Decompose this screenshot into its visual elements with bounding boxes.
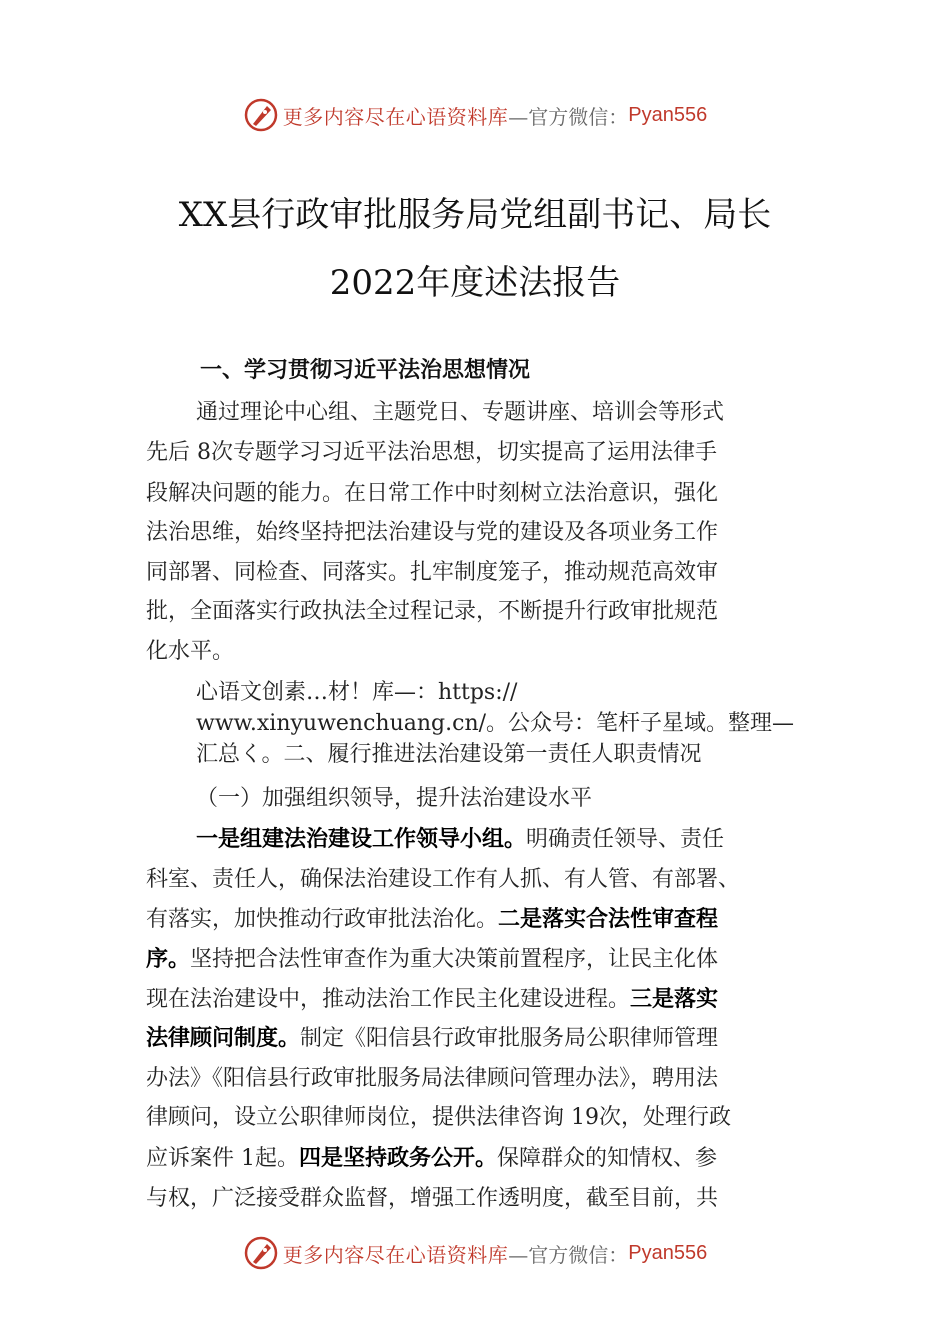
text-span: 现在法治建设中，推动法治工作民主化建设进程。 — [146, 987, 631, 1012]
banner-text: 更多内容尽在心语资料库 — [282, 1242, 509, 1267]
watermark-line: 汇总く。二、履行推进法治建设第一责任人职责情况 — [196, 742, 702, 767]
section1-line: 通过理论中心组、主题党日、专题讲座、培训会等形式 — [196, 400, 725, 425]
text-span: 制定《阳信县行政审批服务局公职律师管理 — [300, 1026, 719, 1051]
banner-text: 更多内容尽在心语资料库 — [282, 104, 509, 129]
section2-line — [146, 1021, 718, 1052]
section1-line: 同部署、同检查、同落实。扎牢制度笼子，推动规范高效审 — [146, 560, 719, 585]
section2-line: 科室、责任人，确保法治建设工作有人抓、有人管、有部署、 — [146, 867, 741, 892]
section1-line: 批，全面落实行政执法全过程记录，不断提升行政审批规范 — [146, 599, 719, 624]
text-span: 保障群众的知情权、参 — [497, 1146, 718, 1171]
section2-line — [146, 942, 718, 973]
bold-phrase: 三是落实 — [630, 987, 719, 1012]
banner-wechat-id: Pyan556 — [628, 1241, 708, 1264]
banner-separator: —官方微信： — [508, 104, 629, 129]
text-span: 明确责任领导、责任 — [526, 827, 725, 852]
header-banner — [0, 95, 950, 135]
document-title-line2: 2022年度述法报告 — [329, 263, 621, 303]
section2-line — [196, 822, 724, 853]
section2-line: 律顾问，设立公职律师岗位，提供法律咨询 19次，处理行政 — [146, 1105, 731, 1130]
watermark-line: www.xinyuwenchuang.cn/。公众号：笔杆子星域。整理— — [196, 711, 795, 736]
watermark-line: 心语文创素…材！库—：https:// — [196, 680, 518, 705]
bold-phrase: 法律顾问制度。 — [146, 1026, 301, 1051]
section2-line: 与权，广泛接受群众监督，增强工作透明度，截至目前，共 — [146, 1186, 719, 1211]
section1-line: 段解决问题的能力。在日常工作中时刻树立法治意识，强化 — [146, 481, 719, 506]
section1-line: 化水平。 — [146, 639, 235, 664]
bold-phrase: 二是落实合法性审查程 — [498, 907, 719, 932]
section2-line — [146, 982, 718, 1013]
pen-nib-logo-icon — [243, 1235, 279, 1271]
section2-subheading: （一）加强组织领导，提升法治建设水平 — [196, 786, 593, 811]
text-span: 有落实，加快推动行政审批法治化。 — [146, 907, 499, 932]
section2-line: 办法》《阳信县行政审批服务局法律顾问管理办法》，聘用法 — [146, 1066, 719, 1091]
footer-banner — [0, 1233, 950, 1273]
pen-nib-logo-icon — [243, 97, 279, 133]
bold-phrase: 序。 — [146, 947, 191, 972]
text-span: 坚持把合法性审查作为重大决策前置程序，让民主化体 — [190, 947, 719, 972]
section1-line: 先后 8次专题学习习近平法治思想，切实提高了运用法律手 — [146, 440, 717, 465]
section1-heading: 一、学习贯彻习近平法治思想情况 — [200, 358, 531, 383]
section2-line — [146, 902, 718, 933]
banner-wechat-id: Pyan556 — [628, 103, 708, 126]
section2-line — [146, 1141, 717, 1172]
document-title-line1: XX县行政审批服务局党组副书记、局长 — [178, 195, 772, 235]
banner-separator: —官方微信： — [508, 1242, 629, 1267]
text-span: 应诉案件 1起。 — [146, 1146, 299, 1171]
bold-phrase: 一是组建法治建设工作领导小组。 — [196, 827, 527, 852]
section1-line: 法治思维，始终坚持把法治建设与党的建设及各项业务工作 — [146, 520, 719, 545]
bold-phrase: 四是坚持政务公开。 — [299, 1146, 498, 1171]
